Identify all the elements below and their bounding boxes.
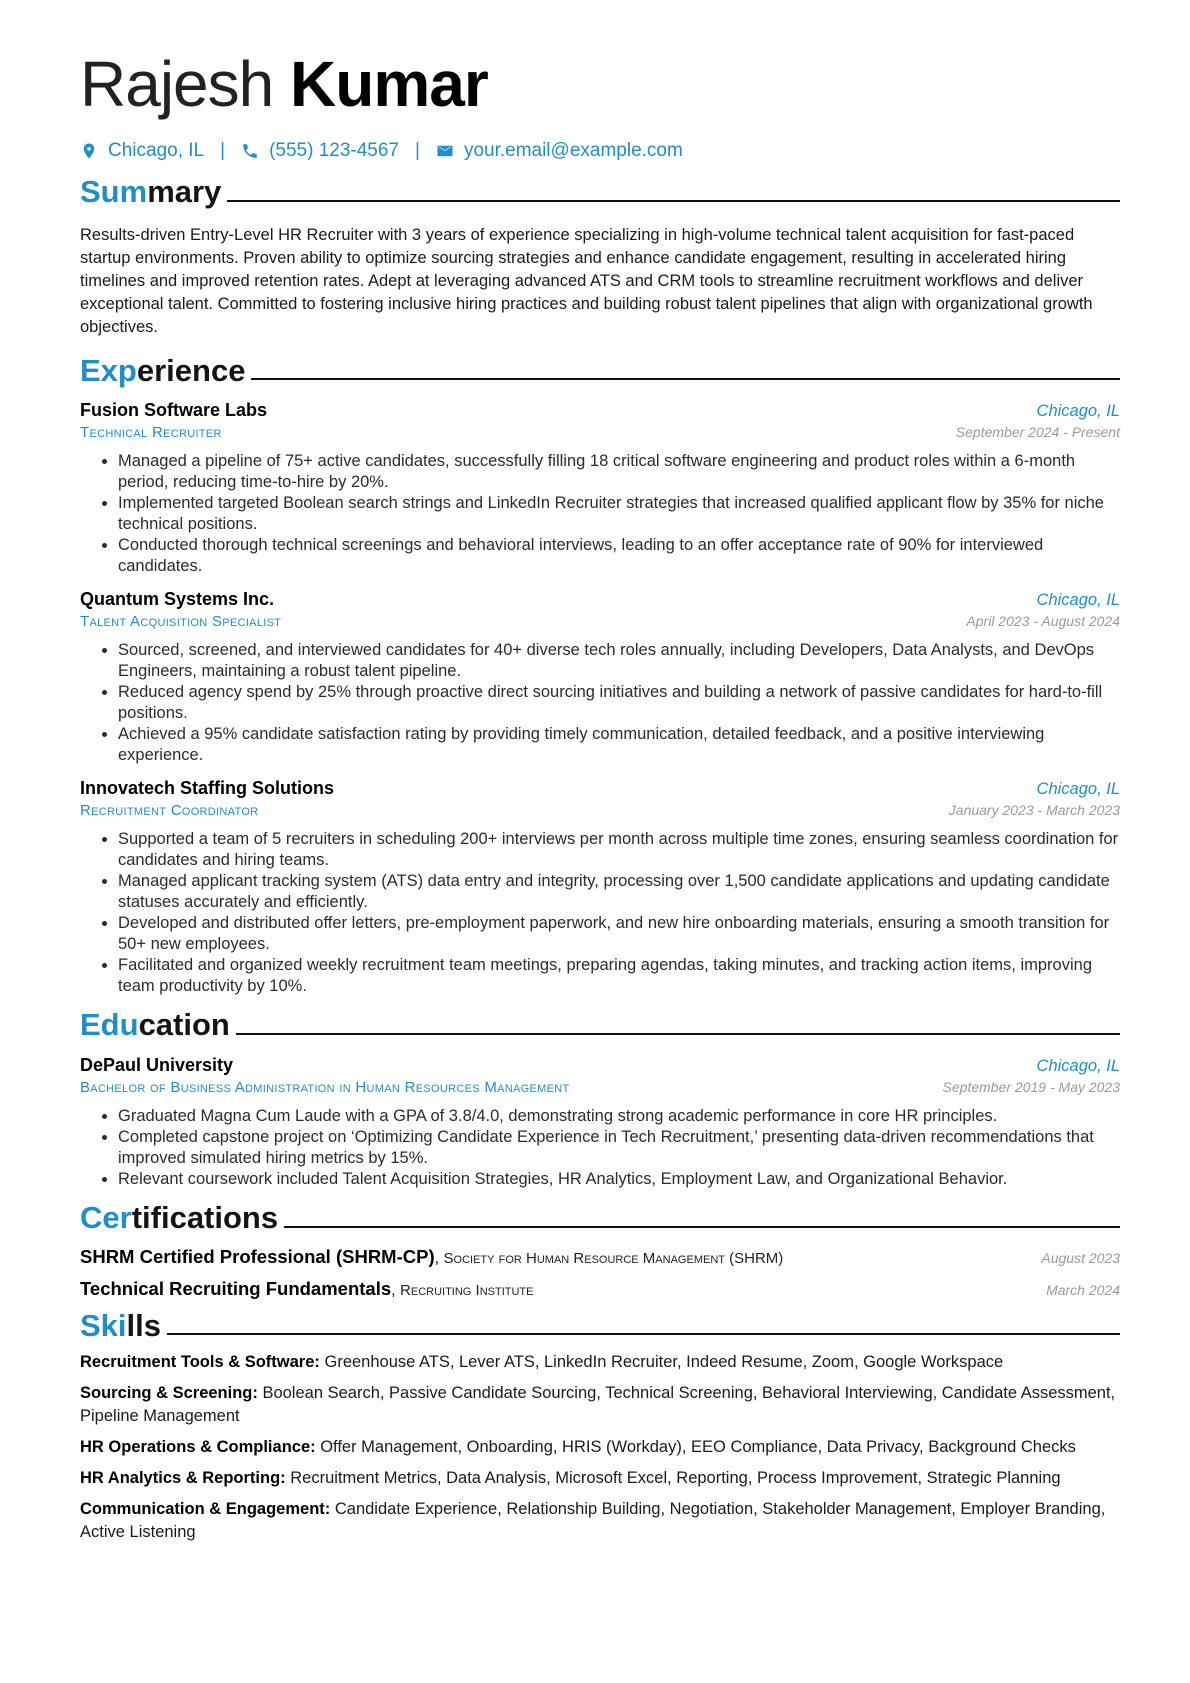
employer-location: Chicago, IL bbox=[1036, 780, 1120, 799]
skills-heading bbox=[80, 1308, 1120, 1344]
education-dates: September 2019 - May 2023 bbox=[942, 1078, 1120, 1095]
bullet-item: • Conducted thorough technical screenings and behavioral interviews, leading to an offer acceptance rate of 90% for interviewed candidates. bbox=[118, 535, 1120, 577]
experience-entry bbox=[80, 400, 1120, 577]
skill-row bbox=[80, 1382, 1120, 1428]
certification-issuer: Society for Human Resource Management (SHRM) bbox=[443, 1249, 784, 1267]
phone-icon bbox=[241, 142, 259, 160]
contact-email[interactable] bbox=[436, 140, 683, 162]
degree-title: Bachelor of Business Administration in Human Resources Management bbox=[80, 1078, 570, 1096]
section-title: Summary bbox=[80, 174, 222, 209]
employer-name: Quantum Systems Inc. bbox=[80, 589, 275, 610]
certification-issuer: Recruiting Institute bbox=[400, 1281, 534, 1299]
job-title: Technical Recruiter bbox=[80, 424, 222, 442]
employer-location: Chicago, IL bbox=[1036, 402, 1120, 421]
bullet-list bbox=[80, 640, 1120, 766]
school-name: DePaul University bbox=[80, 1054, 234, 1075]
job-dates: September 2024 - Present bbox=[955, 424, 1120, 441]
phone-text: (555) 123-4567 bbox=[269, 140, 399, 161]
skill-row bbox=[80, 1498, 1120, 1544]
email-text: your.email@example.com bbox=[463, 140, 683, 161]
job-title: Recruitment Coordinator bbox=[80, 802, 259, 820]
skill-category: HR Analytics & Reporting: bbox=[80, 1469, 286, 1488]
employer-name: Innovatech Staffing Solutions bbox=[80, 778, 335, 799]
bullet-item: • Sourced, screened, and interviewed candidates for 40+ diverse tech roles annually, including Developers, Data Analysts, and DevOps Engineers, maintaining a robust talent pipeline. bbox=[118, 640, 1120, 682]
section-rule bbox=[227, 200, 1120, 202]
map-pin-icon bbox=[80, 142, 98, 160]
first-name: Rajesh bbox=[80, 48, 274, 120]
certifications-heading bbox=[80, 1200, 1120, 1236]
summary-heading bbox=[80, 174, 1120, 210]
education-heading bbox=[80, 1007, 1120, 1043]
skill-list: Offer Management, Onboarding, HRIS (Workday), EEO Compliance, Data Privacy, Background Checks bbox=[320, 1438, 1076, 1457]
job-dates: January 2023 - March 2023 bbox=[948, 802, 1120, 819]
employer-location: Chicago, IL bbox=[1036, 591, 1120, 610]
certification-date: March 2024 bbox=[1046, 1281, 1120, 1298]
bullet-item: • Managed a pipeline of 75+ active candidates, successfully filling 18 critical software engineering and product roles within a 6-month period, reducing time-to-hire by 20%. bbox=[118, 451, 1120, 493]
bullet-item: • Facilitated and organized weekly recruitment team meetings, preparing agendas, taking minutes, and tracking action items, improving team productivity by 10%. bbox=[118, 955, 1120, 997]
contact-separator: | bbox=[220, 140, 226, 161]
skill-category: Communication & Engagement: bbox=[80, 1500, 331, 1519]
experience-entry bbox=[80, 778, 1120, 997]
experience-entry bbox=[80, 589, 1120, 766]
bullet-list bbox=[80, 829, 1120, 997]
summary-text: Results-driven Entry-Level HR Recruiter with 3 years of experience specializing in high-volume technical talent acquisition for fast-paced startup environments. Proven ability to optimize sourcing strategies and enhance candidate engagement, resulting in accelerated hiring timelines and improved retention rates. Adept at leveraging advanced ATS and CRM tools to streamline recruitment workflows and deliver exceptional talent. Committed to fostering inclusive hiring practices and building robust talent pipelines that align with organizational growth objectives. bbox=[80, 225, 1093, 336]
skill-list: Recruitment Metrics, Data Analysis, Microsoft Excel, Reporting, Process Improvement, Strategic Planning bbox=[290, 1469, 1061, 1488]
bullet-item: • Managed applicant tracking system (ATS) data entry and integrity, processing over 1,500 candidate applications and updating candidate statuses accurately and efficiently. bbox=[118, 871, 1120, 913]
bullet-item: • Achieved a 95% candidate satisfaction rating by providing timely communication, detailed feedback, and a positive interviewing experience. bbox=[118, 724, 1120, 766]
skill-category: Recruitment Tools & Software: bbox=[80, 1353, 320, 1372]
education-entry bbox=[80, 1055, 1120, 1190]
skill-list: Greenhouse ATS, Lever ATS, LinkedIn Recruiter, Indeed Resume, Zoom, Google Workspace bbox=[324, 1353, 1004, 1372]
bullet-item: • Relevant coursework included Talent Acquisition Strategies, HR Analytics, Employment Law, and Organizational Behavior. bbox=[118, 1169, 1120, 1190]
school-location: Chicago, IL bbox=[1036, 1056, 1120, 1075]
bullet-item: • Developed and distributed offer letters, pre-employment paperwork, and new hire onboarding materials, ensuring a smooth transition for 50+ new employees. bbox=[118, 913, 1120, 955]
certification-entry: Technical Recruiting Fundamentals, Recruiting Institute March 2024 bbox=[80, 1277, 1120, 1299]
contact-location bbox=[80, 140, 204, 162]
contact-separator: | bbox=[415, 140, 420, 161]
certification-entry: SHRM Certified Professional (SHRM-CP), Society for Human Resource Management (SHRM) August 2023 bbox=[80, 1245, 1120, 1267]
bullet-list bbox=[80, 451, 1120, 577]
location-text: Chicago, IL bbox=[108, 140, 205, 161]
bullet-list bbox=[80, 1106, 1120, 1190]
skill-list: Candidate Experience, Relationship Building, Negotiation, Stakeholder Management, Employer Branding, Active Listening bbox=[80, 1500, 1106, 1542]
bullet-item: • Reduced agency spend by 25% through proactive direct sourcing initiatives and building a network of passive candidates for hard-to-fill positions. bbox=[118, 682, 1120, 724]
employer-name: Fusion Software Labs bbox=[80, 400, 268, 421]
section-title: Certifications bbox=[80, 1199, 279, 1235]
last-name: Kumar bbox=[290, 48, 488, 120]
section-title: Skills bbox=[80, 1307, 161, 1343]
job-title: Talent Acquisition Specialist bbox=[80, 613, 282, 631]
skill-row bbox=[80, 1351, 1120, 1374]
skill-category: Sourcing & Screening: bbox=[80, 1384, 258, 1403]
section-rule bbox=[251, 378, 1120, 380]
job-dates: April 2023 - August 2024 bbox=[966, 613, 1120, 630]
contact-row bbox=[80, 140, 1120, 162]
skill-list: Boolean Search, Passive Candidate Sourcing, Technical Screening, Behavioral Interviewing, Candidate Assessment, Pipeline Management bbox=[80, 1384, 1116, 1426]
skill-row bbox=[80, 1467, 1120, 1490]
certification-title: Technical Recruiting Fundamentals bbox=[80, 1277, 392, 1299]
bullet-item: • Graduated Magna Cum Laude with a GPA of 3.8/4.0, demonstrating strong academic performance in core HR principles. bbox=[118, 1106, 1120, 1127]
bullet-item: • Completed capstone project on ‘Optimizing Candidate Experience in Tech Recruitment,’ presenting data-driven recommendations that improved simulated hiring metrics by 15%. bbox=[118, 1127, 1120, 1169]
bullet-item: • Supported a team of 5 recruiters in scheduling 200+ interviews per month across multiple time zones, ensuring seamless coordination for candidates and hiring teams. bbox=[118, 829, 1120, 871]
section-rule bbox=[236, 1033, 1120, 1035]
skill-category: HR Operations & Compliance: bbox=[80, 1438, 316, 1457]
skill-row bbox=[80, 1436, 1120, 1459]
envelope-icon bbox=[436, 142, 454, 160]
certification-date: August 2023 bbox=[1041, 1249, 1120, 1266]
section-rule bbox=[284, 1226, 1120, 1228]
certification-title: SHRM Certified Professional (SHRM-CP) bbox=[80, 1245, 435, 1267]
experience-heading bbox=[80, 353, 1120, 389]
section-rule bbox=[167, 1333, 1120, 1335]
contact-phone[interactable] bbox=[241, 140, 399, 162]
section-title: Education bbox=[80, 1007, 230, 1043]
candidate-name bbox=[80, 48, 1120, 120]
bullet-item: • Implemented targeted Boolean search strings and LinkedIn Recruiter strategies that increased qualified applicant flow by 35% for niche technical positions. bbox=[118, 493, 1120, 535]
section-title: Experience bbox=[80, 352, 246, 388]
